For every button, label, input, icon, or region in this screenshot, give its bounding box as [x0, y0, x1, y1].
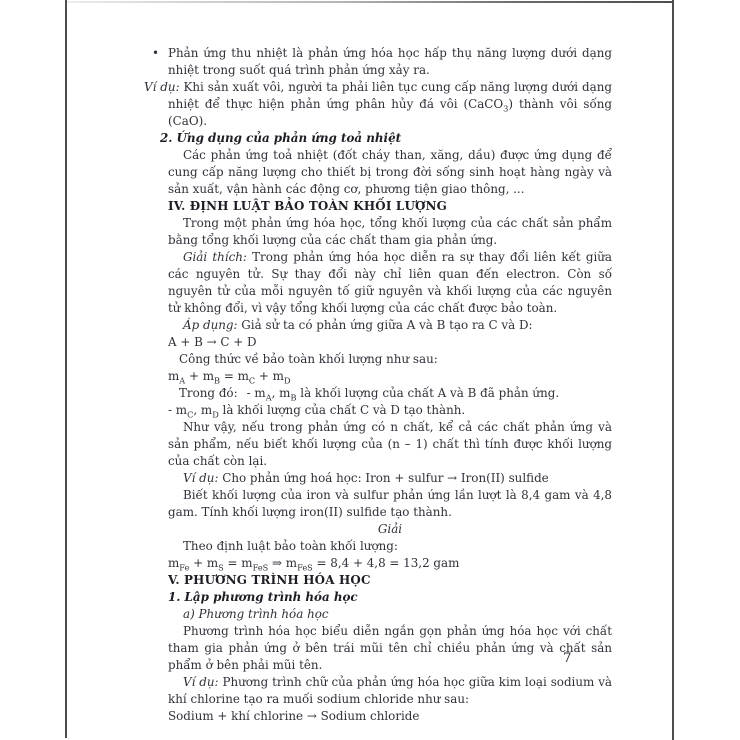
example-paragraph-lime [144, 79, 612, 130]
paragraph-where-line1 [168, 385, 612, 402]
bullet-marker: • [152, 46, 160, 60]
paragraph-explanation [168, 249, 612, 317]
paragraph-law-statement: Trong một phản ứng hóa học, tổng khối lượng của các chất sản phẩm bằng tổng khối lượng của các chất tham gia phản ứng. [168, 216, 612, 247]
paragraph-by-the-law: Theo định luật bảo toàn khối lượng: [183, 539, 398, 553]
paragraph-text: Cho phản ứng hoá học: Iron + sulfur → Iron(II) sulfide [218, 471, 549, 485]
example-paragraph-iron-sulfur [168, 470, 612, 487]
page-left-edge-line [65, 0, 67, 738]
paragraph-text: Phản ứng thu nhiệt là phản ứng hóa học hấp thụ năng lượng dưới dạng nhiệt trong suốt quá trình phản ứng xảy ra. [168, 46, 612, 77]
example-label: Ví dụ: [183, 675, 219, 689]
paragraph-text: Phương trình chữ của phản ứng hóa học giữa kim loại sodium và khí chlorine tạo ra muối sodium chloride như sau: [168, 675, 613, 706]
equation-iron-sulfide-mass: $m_{Fe} + m_S = m_{FeS}$ ⇒ $m_{FeS} = 8,4 + 4,8 = 13,2$ gam [168, 556, 460, 573]
explanation-label: Giải thích: [183, 250, 247, 264]
definition-text: - $m_A$, $m_B$ là khối lượng của chất A và B đã phản ứng. [246, 386, 560, 403]
example-label: Ví dụ: [144, 80, 180, 94]
paragraph-applications: Các phản ứng toả nhiệt (đốt cháy than, xăng, dầu) được ứng dụng để cung cấp năng lượng cho thiết bị trong đời sống sinh hoạt hàng ngày và sản xuất, vận hành các động cơ, phương tiện giao thông, ... [168, 148, 612, 196]
paragraph-apply [168, 317, 612, 334]
paragraph-text: Khi sản xuất vôi, người ta phải liên tục cung cấp năng lượng dưới dạng nhiệt để thực hiện phản ứng phân hủy đá vôi (CaCO$_3$) thành vôi sống (CaO). [168, 80, 612, 128]
equation-mass-conservation: $m_A + m_B = m_C + m_D$ [168, 369, 291, 386]
paragraph-equation-definition: Phương trình hóa học biểu diễn ngắn gọn phản ứng hóa học với chất tham gia phản ứng ở bên trái mũi tên chỉ chiều phản ứng và chất sản phẩm ở bên phải mũi tên. [168, 624, 612, 672]
heading-a-phuong-trinh: a) Phương trình hóa học [183, 607, 329, 621]
paragraph-text: Trong phản ứng hóa học diễn ra sự thay đổi liên kết giữa các nguyên tử. Sự thay đổi này chỉ liên quan đến electron. Còn số nguyên tử của mỗi nguyên tố giữ nguyên và khối lượng của các nguyên tử không đổi, vì vậy tổng khối lượng của các chất được bảo toàn. [168, 250, 612, 315]
apply-label: Áp dụng: [183, 318, 238, 332]
heading-section-iv-conservation-of-mass: IV. ĐỊNH LUẬT BẢO TOÀN KHỐI LƯỢNG [168, 199, 448, 213]
equation-sodium-chloride: Sodium + khí chlorine → Sodium chloride [168, 709, 420, 723]
heading-ung-dung: 2. Ứng dụng của phản ứng toả nhiệt [160, 131, 402, 145]
equation-a-plus-b: A + B → C + D [168, 335, 257, 349]
heading-section-v-chemical-equation: V. PHƯƠNG TRÌNH HÓA HỌC [168, 573, 371, 587]
where-label: Trong đó: [179, 386, 238, 400]
bullet-paragraph-endothermic [152, 45, 612, 79]
paragraph-formula-intro: Công thức về bảo toàn khối lượng như sau: [179, 352, 438, 366]
paragraph-where-line2: - $m_C$, $m_D$ là khối lượng của chất C và D tạo thành. [168, 403, 466, 420]
paragraph-given-masses: Biết khối lượng của iron và sulfur phản ứng lần lượt là 8,4 gam và 4,8 gam. Tính khối lượng iron(II) sulfide tạo thành. [168, 488, 612, 519]
example-label: Ví dụ: [183, 471, 219, 485]
example-paragraph-sodium [168, 674, 612, 708]
heading-lap-phuong-trinh: 1. Lập phương trình hóa học [168, 590, 358, 604]
page-number: 7 [563, 651, 572, 666]
solution-label: Giải [377, 522, 403, 536]
page-content [144, 45, 613, 725]
page-top-edge-line [67, 1, 672, 3]
page-right-edge-line [672, 0, 674, 740]
paragraph-n-substances: Như vậy, nếu trong phản ứng có n chất, kể cả các chất phản ứng và sản phẩm, nếu biết khối lượng của (n – 1) chất thì tính được khối lượng của chất còn lại. [168, 420, 612, 468]
paragraph-text: Giả sử ta có phản ứng giữa A và B tạo ra C và D: [237, 318, 533, 332]
